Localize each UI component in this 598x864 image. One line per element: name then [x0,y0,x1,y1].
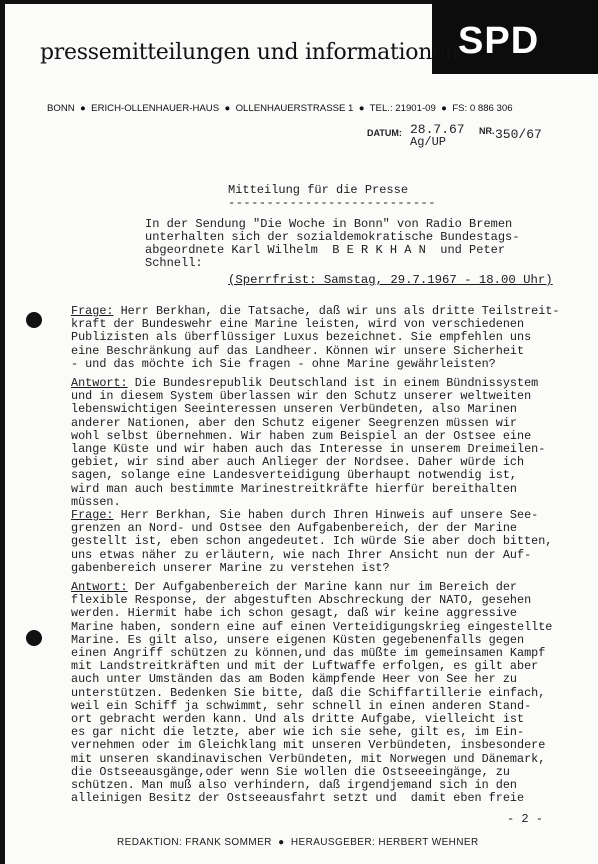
paragraph-first-line: Herr Berkhan, die Tatsache, daß wir uns als dritte Teilstreit- [113,304,560,318]
masthead: pressemitteilungen und informationen [40,40,459,65]
interview-answer [71,377,545,509]
speaker-label: Antwort: [71,376,128,390]
number-value: 350/67 [495,127,542,142]
interview-question [71,509,552,575]
paragraph-first-line: Der Aufgabenbereich der Marine kann nur im Bereich der [127,580,518,594]
intro-text [145,218,519,270]
page-number: - 2 - [507,812,544,826]
speaker-label: Antwort: [71,580,128,594]
punch-hole-bottom [26,630,42,646]
address-line: BONN ● ERICH-OLLENHAUER-HAUS ● OLLENHAUERSTRASSE 1 ● TEL.: 21901-09 ● FS: 0 886 306 [47,103,513,114]
speaker-label: Frage: [71,508,114,522]
date-value: 28.7.67 [410,122,465,137]
paragraph-body: und in diesem System überlassen wir den Schutz unserer weltweiten lebenswichtigen Seeinteressen unseren Verbündeten, also Marinen anderer Nationen, aber den Schutz eigener Seegrenzen müssen wir wohl selbst übernehmen. Wir haben zum Beispiel an der Ostsee eine lange Küste und wir haben auch das Interesse in unserem Dreimeilen- gebiet, wir sind aber auch Anlieger der Nordsee. Daher würde ich sagen, solange eine Landesverteidigung überhaupt notwendig ist, wird man auch bestimmte Marinestreitkräfte hierfür bereithalten müssen. [71,389,546,509]
embargo-notice: (Sperrfrist: Samstag, 29.7.1967 - 18.00 Uhr) [228,273,553,287]
paragraph-first-line: Die Bundesrepublik Deutschland ist in einem Bündnissystem [127,376,539,390]
scan-edge-left [0,0,5,864]
document-title: Mitteilung für die Presse [228,183,409,197]
paragraph-body: kraft der Bundeswehr eine Marine leisten, wird von verschiedenen Publizisten als überflüssiger Luxus bezeichnet. Sie empfehlen uns eine Beschränkung auf das Landheer. Können wir unsere Sicherheit - und das möchte ich Sie fragen - ohne Marine gewährleisten? [71,317,532,371]
intro-line: abgeordnete Karl Wilhelm B E R K H A N und Peter [145,243,506,257]
interview-question [71,305,559,371]
interview-answer [71,581,552,805]
intro-line: unterhalten sich der sozialdemokratische Bundestags- [145,230,520,244]
date-label: DATUM: [367,128,402,138]
intro-line: Schnell: [145,256,203,270]
intro-line: In der Sendung "Die Woche in Bonn" von Radio Bremen [145,217,513,231]
reference-code: Ag/UP [410,135,447,149]
paragraph-body: flexible Response, der abgestuften Abschreckung der NATO, gesehen werden. Hiermit habe ich schon gesagt, daß wir keine aggressive Marine haben, sondern eine auf einen Verteidigungskrieg eingestellte Marine. Es gilt also, unsere eigenen Küsten gegebenenfalls gegen einen Angriff schützen zu können,und das müßte im gemeinsamen Kampf mit Landstreitkräften und mit der Luftwaffe erfolgen, es gilt aber auch unter Umständen das am Boden kämpfende Heer von See her zu unterstützen. Bedenken Sie bitte, daß die Schiffartillerie einfach, weil ein Schiff ja schwimmt, sehr schnell in einen anderen Stand- ort gebracht werden kann. Und als dritte Aufgabe, vielleicht ist es gar nicht die letzte, aber wie ich sie sehe, gilt es, im Ein- vernehmen oder im Gleichklang mit unseren Verbündeten, insbesondere mit unseren skandinavischen Verbündeten, mit Norwegen und Dänemark, die Ostseeausgänge,oder wenn Sie wollen die Ostseeeingänge, zu schützen. Man muß also verhindern, daß irgendjemand sich in den alleinigen Besitz der Ostseeausfahrt setzt und damit eben freie [71,593,553,806]
spd-logo: SPD [458,20,540,62]
paragraph-body: grenzen an Nord- und Ostsee den Aufgabenbereich, der der Marine gestellt ist, eben schon angedeutet. Ich würde Sie aber doch bitten, uns etwas näher zu erläutern, wie nach Ihrer Ansicht nun der Auf- gabenbereich unserer Marine zu verstehen ist? [71,521,553,575]
title-underline: --------------------------- [228,196,436,210]
punch-hole-top [26,312,42,328]
footer-credits: REDAKTION: FRANK SOMMER ● HERAUSGEBER: HERBERT WEHNER [117,837,479,848]
speaker-label: Frage: [71,304,114,318]
paragraph-first-line: Herr Berkhan, Sie haben durch Ihren Hinweis auf unsere See- [113,508,539,522]
number-label: NR. [479,126,495,136]
